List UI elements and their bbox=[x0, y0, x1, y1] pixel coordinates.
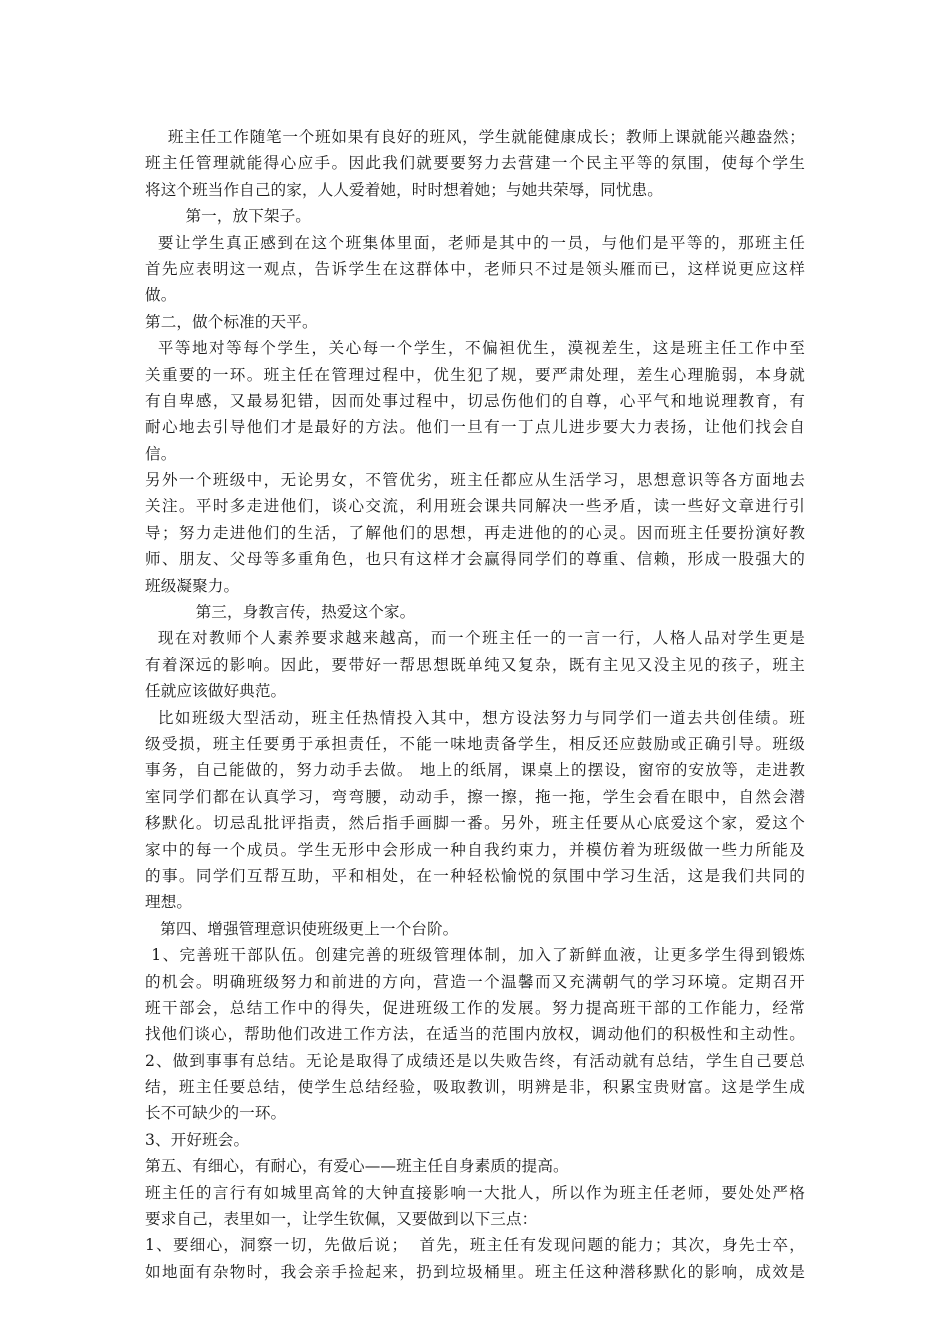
text-line: 关注。平时多走进他们，谈心交流，利用班会课共同解决一些矛盾，读一些好文章进行引 bbox=[145, 497, 805, 516]
text-line: 关重要的一环。班主任在管理过程中，优生犯了规，要严肃处理，差生心理脆弱，本身就 bbox=[145, 365, 805, 384]
text-line: 有自卑感，又最易犯错，因而处事过程中，切忌伤他们的自尊，心平气和地说理教育，有 bbox=[145, 391, 805, 410]
text-line: 第三，身教言传，热爱这个家。 bbox=[145, 603, 416, 622]
text-line: 第一，放下架子。 bbox=[145, 207, 312, 226]
text-line: 2、做到事事有总结。无论是取得了成绩还是以失败告终，有活动就有总结，学生自己要总 bbox=[145, 1051, 805, 1070]
text-line: 室同学们都在认真学习，弯弯腰，动动手，擦一擦，拖一拖，学生会看在眼中，自然会潜 bbox=[145, 787, 805, 806]
text-line: 有着深远的影响。因此，要带好一帮思想既单纯又复杂，既有主见又没主见的孩子，班主 bbox=[145, 655, 805, 674]
text-line: 班干部会，总结工作中的得失，促进班级工作的发展。努力提高班干部的工作能力，经常 bbox=[145, 998, 805, 1017]
text-line: 移默化。切忌乱批评指责，然后指手画脚一番。另外，班主任要从心底爱这个家，爱这个 bbox=[145, 814, 805, 833]
text-line: 现在对教师个人素养要求越来越高，而一个班主任一的一言一行，人格人品对学生更是 bbox=[145, 629, 805, 648]
text-line: 事务，自己能做的，努力动手去做。 地上的纸屑，课桌上的摆设，窗帘的安放等，走进教 bbox=[145, 761, 805, 780]
text-line: 做。 bbox=[145, 286, 177, 305]
text-line: 第四、增强管理意识使班级更上一个台阶。 bbox=[145, 919, 459, 938]
text-line: 长不可缺少的一环。 bbox=[145, 1104, 287, 1123]
text-line: 班级凝聚力。 bbox=[145, 576, 240, 595]
text-line: 首先应表明这一观点，告诉学生在这群体中，老师只不过是领头雁而已，这样说更应这样 bbox=[145, 259, 805, 278]
text-line: 平等地对等每个学生，关心每一个学生，不偏袒优生，漠视差生，这是班主任工作中至 bbox=[145, 339, 805, 358]
text-line: 家中的每一个成员。学生无形中会形成一种自我约束力，并模仿着为班级做一些力所能及 bbox=[145, 840, 805, 859]
text-line: 导；努力走进他们的生活，了解他们的思想，再走进他的的心灵。因而班主任要扮演好教 bbox=[145, 523, 805, 542]
text-line: 3、开好班会。 bbox=[145, 1130, 250, 1149]
text-line: 另外一个班级中，无论男女，不管优劣，班主任都应从生活学习，思想意识等各方面地去 bbox=[145, 471, 805, 490]
text-line: 信。 bbox=[145, 444, 177, 463]
text-line: 结，班主任要总结，使学生总结经验，吸取教训，明辨是非，积累宝贵财富。这是学生成 bbox=[145, 1078, 805, 1097]
text-line: 比如班级大型活动，班主任热情投入其中，想方设法努力与同学们一道去共创佳绩。班 bbox=[145, 708, 805, 727]
text-line: 任就应该做好典范。 bbox=[145, 682, 287, 701]
text-line: 班主任的言行有如城里高耸的大钟直接影响一大批人，所以作为班主任老师，要处处严格 bbox=[145, 1183, 805, 1202]
text-line: 1、完善班干部队伍。创建完善的班级管理体制，加入了新鲜血液，让更多学生得到锻炼 bbox=[145, 946, 805, 965]
text-line: 要求自己，表里如一，让学生钦佩，又要做到以下三点： bbox=[145, 1210, 538, 1229]
text-line: 要让学生真正感到在这个班集体里面，老师是其中的一员，与他们是平等的，那班主任 bbox=[145, 233, 805, 252]
text-line: 级受损，班主任要勇于承担责任，不能一味地责备学生，相反还应鼓励或正确引导。班级 bbox=[145, 734, 805, 753]
text-line: 的机会。明确班级努力和前进的方向，营造一个温馨而又充满朝气的学习环境。定期召开 bbox=[145, 972, 805, 991]
document-body bbox=[145, 124, 805, 1285]
text-line: 第二，做个标准的天平。 bbox=[145, 312, 318, 331]
text-line: 将这个班当作自己的家，人人爱着她，时时想着她；与她共荣辱，同忧患。 bbox=[145, 180, 663, 199]
text-line: 的事。同学们互帮互助，平和相处，在一种轻松愉悦的氛围中学习生活，这是我们共同的 bbox=[145, 866, 805, 885]
text-line: 师、朋友、父母等多重角色，也只有这样才会赢得同学们的尊重、信赖，形成一股强大的 bbox=[145, 550, 805, 569]
text-line: 班主任管理就能得心应手。因此我们就要要努力去营建一个民主平等的氛围，使每个学生 bbox=[145, 154, 805, 173]
text-line: 1、要细心，洞察一切，先做后说； 首先，班主任有发现问题的能力；其次，身先士卒， bbox=[145, 1236, 805, 1255]
text-line: 找他们谈心，帮助他们改进工作方法，在适当的范围内放权，调动他们的积极性和主动性。 bbox=[145, 1025, 805, 1044]
text-line: 耐心地去引导他们才是最好的方法。他们一旦有一丁点儿进步要大力表扬，让他们找会自 bbox=[145, 418, 805, 437]
text-line: 班主任工作随笔一个班如果有良好的班风，学生就能健康成长；教师上课就能兴趣盎然； bbox=[145, 128, 805, 146]
text-line: 第五、有细心，有耐心，有爱心——班主任自身素质的提高。 bbox=[145, 1157, 569, 1176]
text-line: 如地面有杂物时，我会亲手捡起来，扔到垃圾桶里。班主任这种潜移默化的影响，成效是 bbox=[145, 1262, 805, 1281]
text-line: 理想。 bbox=[145, 893, 193, 912]
